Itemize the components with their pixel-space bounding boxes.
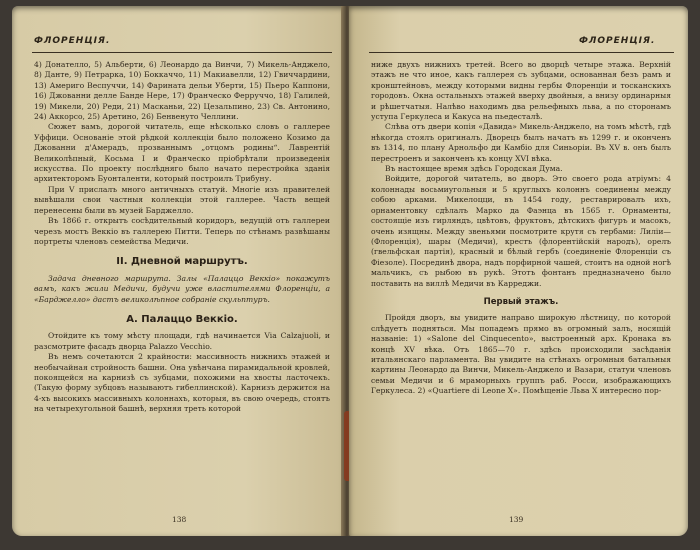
paragraph: Пройдя дворъ, вы увидите направо широкую лѣстницу, по которой слѣдуетъ подняться. Мы попадемъ прямо въ огромный залъ, носящій названіе: 1) «Salone del Cinquecento», выстроенный арх. Кронака въ концѣ XV вѣка. Отъ 1865—70 г. здѣсь происходили засѣданія итальянскаго парламента. Вы увидите на стѣнахъ огромныя батальныя картины Леонардо да Винчи, Микель-Анджело и Вазари, статуи членовъ семьи Медичи и 6 мраморныхъ группъ раб. Росси, изображающихъ Геркулеса. 2) «Quartiere di Leone X». Помѣщеніе Льва X интересно пор- xyxy=(371,313,671,396)
subsection-heading: А. Палаццо Веккіо. xyxy=(126,313,238,325)
section-heading: II. Дневной маршрутъ. xyxy=(116,256,248,268)
header-rule-right xyxy=(369,52,674,53)
subsection-heading: Первый этажъ. xyxy=(483,296,559,307)
left-page-text xyxy=(34,60,330,415)
running-head-right: ФЛОРЕНЦІЯ. xyxy=(579,36,656,46)
paragraph: ниже двухъ нижнихъ третей. Всего во дворцѣ четыре этажа. Верхній этажъ не что иное, какъ галлерея съ зубцами, основанная безъ рамъ и кронштейновъ, между которыми видны гербы Флоренціи и тосканскихъ городовъ. Окна остальныхъ этажей вверху двойныя, а внизу ординарныя и рѣшетчатыя. Налѣво находимъ два рельефныхъ льва, а по сторонамъ уступа Геркулеса и Какуса на пьедесталѣ. xyxy=(371,60,671,122)
right-page xyxy=(349,6,688,536)
paragraph: Сюжет вамъ, дорогой читатель, еще нѣсколько словъ о галлерeе Уффици. Основаніе этой рѣдкой коллекціи было положено Козимо да Джованни д'Амерадъ, прозваннымъ „отцомъ родины“. Лаврентій Великолѣпный, Косьма I и Франческо пріобрѣтали произведенія искусства. По проекту послѣдняго было начато перестройка зданія архитекторомъ Буонталенти, который построилъ Трибуну. xyxy=(34,122,330,184)
paragraph: 4) Донателло, 5) Альберти, 6) Леонардо да Винчи, 7) Микель-Анджело, 8) Данте, 9) Петрарка, 10) Боккаччо, 11) Макиавелли, 12) Гвиччардини, 13) Америго Веспуччи, 14) Фаринатa дельи Уберти, 15) Пьеро Каппони, 16) Джованни делле Банде Нере, 17) Франческо Ферруччо, 18) Галилей, 19) Микели, 20) Реди, 21) Масканьи, 22) Цезальпино, 23) Св. Антонино, 24) Аккорсо, 25) Аретино, 26) Бенвенуто Челлини. xyxy=(34,60,330,122)
paragraph: Слѣва отъ двери копія «Давида» Микель-Анджело, на томъ мѣстѣ, гдѣ нѣкогда стоялъ оригиналъ. Дворецъ былъ начатъ въ 1299 г. и оконченъ въ 1314, по плану Арнольфо ди Камбіо для Синьоріи. Въ XV в. онъ былъ перестроенъ и законченъ къ концу XVI вѣка. xyxy=(371,122,671,163)
page-number-left: 138 xyxy=(172,515,187,524)
paragraph: Въ настоящее время здѣсь Городская Дума. xyxy=(385,164,563,174)
header-rule-left xyxy=(32,52,332,53)
running-head-left: ФЛОРЕНЦІЯ. xyxy=(34,36,111,46)
paragraph: Въ 1866 г. открытъ сосѣдительный коридоръ, ведущій отъ галлереи черезъ мостъ Веккіо въ галлерею Питти. Теперь по стѣнамъ развѣшаны портреты членовъ семейства Медичи. xyxy=(34,216,330,246)
right-page-text xyxy=(371,60,671,397)
paragraph: Въ немъ сочетаются 2 крайности: массивность нижнихъ этажей и необычайная стройность башни. Она увѣнчана пирамидальной кровлей, покоящейся на карнизѣ съ зубцами, похожими на хвосты ласточекъ. (Такую форму зубцовъ называютъ гибеллинской). Карнизъ держится на 4-хъ высокихъ массивныхъ колоннахъ, которыя, въ свою очередь, стоятъ на четырехугольной башнѣ, верхняя треть которой xyxy=(34,352,330,414)
paragraph: Отойдите къ тому мѣсту площади, гдѣ начинается Via Calzajuoli, и разсмотрите фасадъ дворца Palazzo Vecchio. xyxy=(34,331,330,351)
open-book xyxy=(8,6,692,546)
paragraph: При V прислалъ много античныхъ статуй. Многіе изъ правителей вывѣшали свои частныя коллекціи этой галлерее. Часть вещей перенесены были въ музей Барджелло. xyxy=(34,184,330,215)
paragraph: Войдите, дорогой читатель, во дворъ. Это своего рода атріумъ: 4 колоннады восьмиугольныя и 5 круглыхъ колоннъ соединены между собою арками. Микелоцци, въ 1454 году, реставрировалъ ихъ, орнаментовку сдѣлалъ Марко да Фаэнца въ 1565 г. Орнаменты, состоящіе изъ гирляндъ, цвѣтовъ, фруктовъ, дѣтскихъ фигуръ и масокъ, очень изящны. Между звеньями посмотрите крутя съ гербами: Лиліи—(Флоренція), шары (Медичи), крестъ (флорентійскій народъ), орелъ (гвельфская партія), красный и бѣлый гербъ (соединеніе Флоренціи съ Фіезоле). Посрединѣ двора, надъ порфирной чашей, стоитъ на одной ногѣ мальчикъ, съ рыбою въ рукѣ. Этотъ фонтанъ предназначено было поставить на виллѣ Медичи въ Карреджи. xyxy=(371,174,671,288)
section-intro: Задача дневного маршрута. Залы «Палаццо Веккіо» покажутъ вамъ, какъ жили Медичи, будучи уже властителями Флоренціи, а «Барджелло» дастъ великолѣпное собраніе скульптуръ. xyxy=(34,273,330,304)
left-page xyxy=(12,6,345,536)
page-number-right: 139 xyxy=(509,515,524,524)
